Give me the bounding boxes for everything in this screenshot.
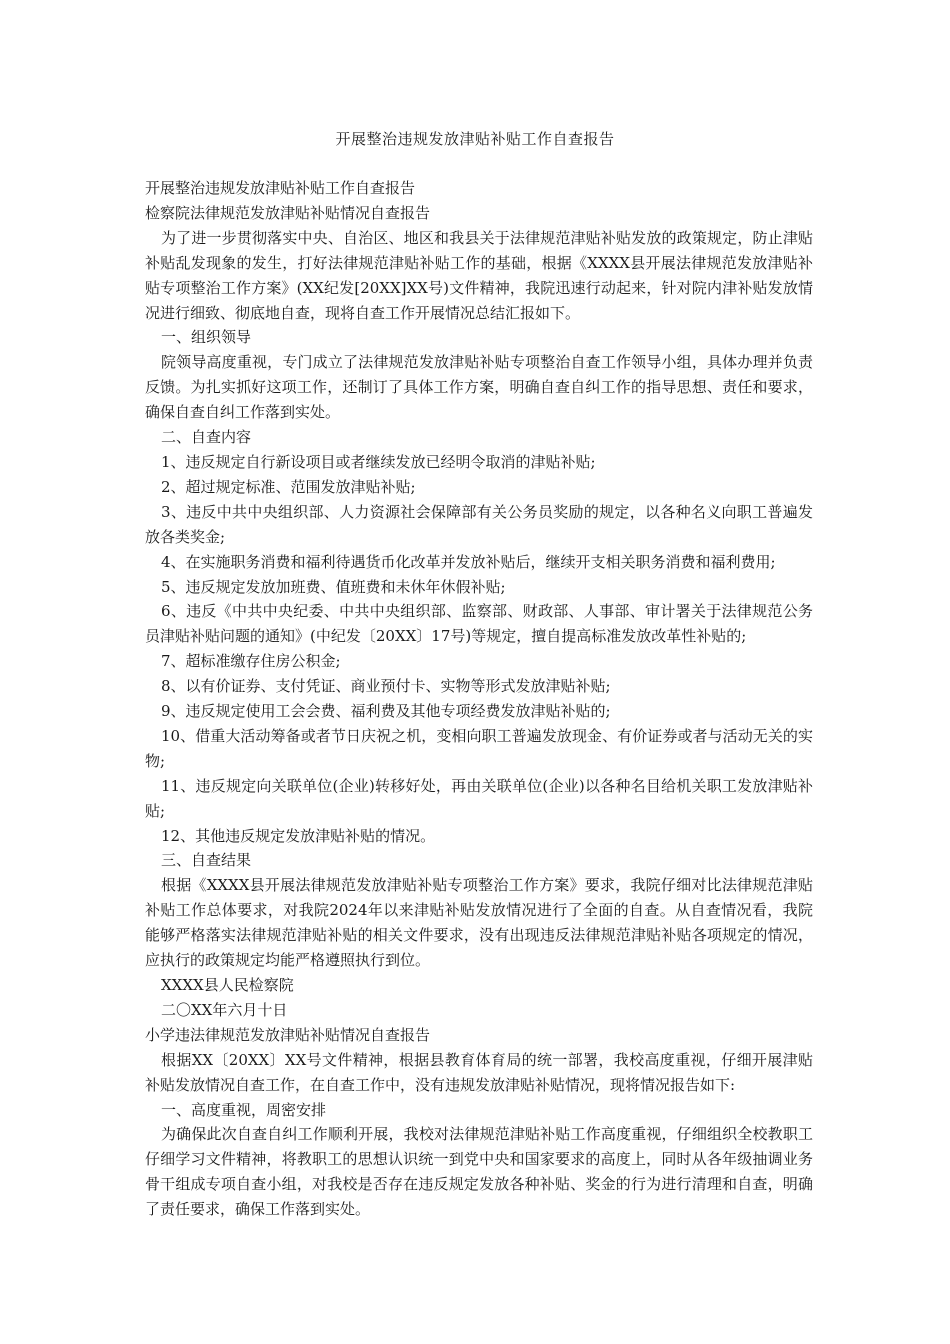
- paragraph: XXXX县人民检察院: [161, 976, 294, 994]
- paragraph: 一、高度重视，周密安排: [161, 1100, 327, 1119]
- paragraph: 10、借重大活动筹备或者节日庆祝之机，变相向职工普遍发放现金、有价证券或者与活动无关的实物;: [145, 726, 813, 770]
- paragraph: 根据《XXXX县开展法律规范发放津贴补贴专项整治工作方案》要求，我院仔细对比法律规范津贴补贴工作总体要求，对我院2024年以来津贴补贴发放情况进行了全面的自查。从自查情况看，我院能够严格落实法律规范津贴补贴的相关文件要求，没有出现违反法律规范津贴补贴各项规定的情况，应执行的政策规定均能严格遵照执行到位。: [145, 876, 813, 970]
- paragraph: 根据XX〔20XX〕XX号文件精神，根据县教育体育局的统一部署，我校高度重视，仔细开展津贴补贴发放情况自查工作，在自查工作中，没有违规发放津贴补贴情况，现将情况报告如下:: [145, 1050, 813, 1094]
- document-title: 开展整治违规发放津贴补贴工作自查报告: [335, 130, 615, 148]
- paragraph: 小学违法律规范发放津贴补贴情况自查报告: [145, 1025, 431, 1044]
- paragraph: 院领导高度重视，专门成立了法律规范发放津贴补贴专项整治自查工作领导小组，具体办理并负责反馈。为扎实抓好这项工作，还制订了具体工作方案，明确自查自纠工作的指导思想、责任和要求，确保自查自纠工作落到实处。: [145, 353, 813, 422]
- paragraph: 6、违反《中共中央纪委、中共中央组织部、监察部、财政部、人事部、审计署关于法律规范公务员津贴补贴问题的通知》(中纪发〔20XX〕17号)等规定，擅自提高标准发放改革性补贴的;: [145, 602, 813, 646]
- paragraph: 检察院法律规范发放津贴补贴情况自查报告: [145, 203, 431, 222]
- paragraph: 为了进一步贯彻落实中央、自治区、地区和我县关于法律规范津贴补贴发放的政策规定，防止津贴补贴乱发现象的发生，打好法律规范津贴补贴工作的基础，根据《XXXX县开展法律规范发放津贴补贴专项整治工作方案》(XX纪发[20XX]XX号)文件精神，我院迅速行动起来，针对院内津补贴发放情况进行细致、彻底地自查，现将自查工作开展情况总结汇报如下。: [145, 228, 813, 322]
- paragraph: 一、组织领导: [161, 328, 252, 347]
- paragraph: 1、违反规定自行新设项目或者继续发放已经明令取消的津贴补贴;: [161, 452, 596, 471]
- paragraph: 二〇XX年六月十日: [161, 1000, 288, 1019]
- paragraph: 4、在实施职务消费和福利待遇货币化改革并发放补贴后，继续开支相关职务消费和福利费用;: [161, 552, 776, 571]
- paragraph: 二、自查内容: [161, 428, 252, 447]
- paragraph: 开展整治违规发放津贴补贴工作自查报告: [145, 179, 416, 197]
- paragraph: 为确保此次自查自纠工作顺利开展，我校对法律规范津贴补贴工作高度重视，仔细组织全校教职工仔细学习文件精神，将教职工的思想认识统一到党中央和国家要求的高度上，同时从各年级抽调业务骨干组成专项自查小组，对我校是否存在违反规定发放各种补贴、奖金的行为进行清理和自查，明确了责任要求，确保工作落到实处。: [145, 1125, 813, 1219]
- paragraph: 2、超过规定标准、范围发放津贴补贴;: [161, 477, 416, 496]
- paragraph: 5、违反规定发放加班费、值班费和未休年休假补贴;: [161, 577, 506, 596]
- paragraph: 11、违反规定向关联单位(企业)转移好处，再由关联单位(企业)以各种名目给机关职工发放津贴补贴;: [145, 776, 813, 820]
- paragraph: 7、超标准缴存住房公积金;: [161, 652, 341, 671]
- document-body: [145, 176, 813, 1222]
- paragraph: 12、其他违反规定发放津贴补贴的情况。: [161, 826, 436, 845]
- paragraph: 三、自查结果: [161, 851, 252, 870]
- paragraph: 3、违反中共中央组织部、人力资源社会保障部有关公务员奖励的规定，以各种名义向职工普遍发放各类奖金;: [145, 502, 813, 546]
- paragraph: 9、违反规定使用工会会费、福利费及其他专项经费发放津贴补贴的;: [161, 702, 611, 721]
- paragraph: 8、以有价证券、支付凭证、商业预付卡、实物等形式发放津贴补贴;: [161, 677, 611, 696]
